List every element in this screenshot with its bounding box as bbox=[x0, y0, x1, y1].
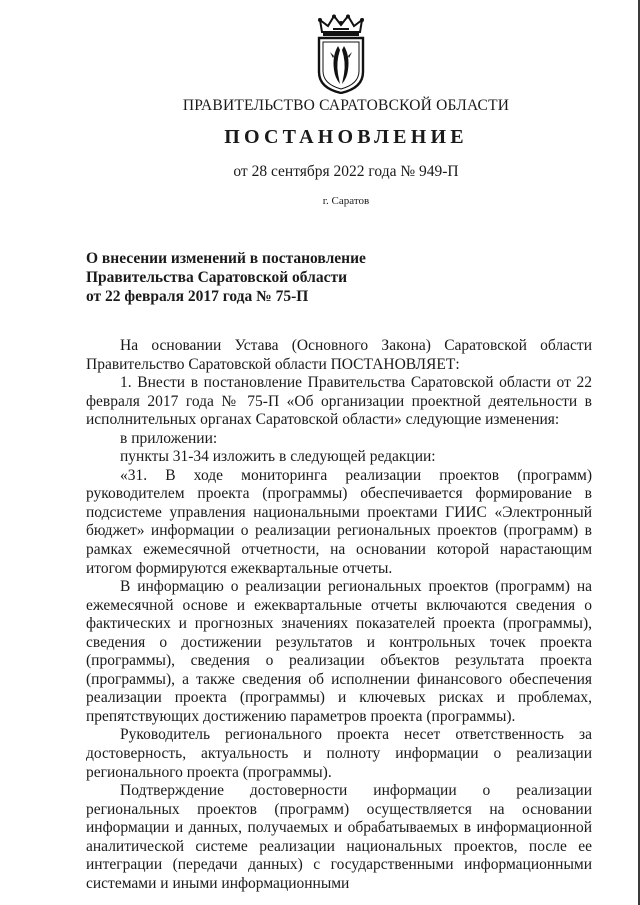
document-city: г. Саратов bbox=[322, 195, 370, 207]
paragraph-confirmation: Подтверждение достоверности информации о реализации региональных проектов (программ) осуществляется на основании информации и данных, получаемых и обрабатываемых в информационной аналитической системе реализации национальных проектов, после ее интеграции (передачи данных) с государственными информационными системами и иными информационными bbox=[86, 782, 592, 892]
subject-line: О внесении изменений в постановление bbox=[86, 250, 366, 267]
paragraph-point-31: «31. В ходе мониторинга реализации проектов (программ) руководителем проекта (программы) обеспечивается формирование в подсистеме управления национальными проектами ГИИС «Электронный бюджет» информации о реализации региональных проектов (программ) в рамках ежемесячной отчетности, на основании которой нарастающим итогом формируются ежеквартальные отчеты. bbox=[86, 466, 592, 577]
paragraph-appendix: в приложении: bbox=[120, 429, 218, 447]
document-date-number: от 28 сентября 2022 года № 949-П bbox=[233, 163, 459, 180]
paragraph-information: В информацию о реализации региональных проектов (программ) на ежемесячной основе и ежеквартальные отчеты включаются сведения о фактических и прогнозных значениях показателей проекта (программы), сведения о достижении результатов и контрольных точек проекта (программы), сведения о реализации объектов результата проекта (программы), а также сведения об исполнении финансового обеспечения реализации проекта (программы) и ключевых рисках и проблемах, препятствующих достижению параметров проекта (программы). bbox=[86, 578, 592, 725]
document-type-title: ПОСТАНОВЛЕНИЕ bbox=[224, 126, 468, 148]
paragraph-item-1: 1. Внести в постановление Правительства Саратовской области от 22 февраля 2017 года № 75-П «Об организации проектной деятельности в исполнительных органах Саратовской области» следующие изменения: bbox=[86, 374, 592, 429]
document-body bbox=[86, 337, 592, 893]
paragraph-points: пункты 31-34 изложить в следующей редакции: bbox=[120, 448, 436, 466]
government-name: ПРАВИТЕЛЬСТВО САРАТОВСКОЙ ОБЛАСТИ bbox=[182, 97, 510, 114]
paragraph-preamble: На основании Устава (Основного Закона) Саратовской области Правительство Саратовской области ПОСТАНОВЛЯЕТ: bbox=[86, 337, 592, 373]
subject-line: Правительства Саратовской области bbox=[86, 269, 347, 286]
document-subject bbox=[86, 249, 366, 306]
subject-line: от 22 февраля 2017 года № 75-П bbox=[86, 288, 309, 305]
paragraph-responsibility: Руководитель регионального проекта несет ответственность за достоверность, актуальность и полноту информации о реализации регионального проекта (программы). bbox=[86, 726, 592, 781]
coat-of-arms-icon bbox=[316, 14, 366, 94]
